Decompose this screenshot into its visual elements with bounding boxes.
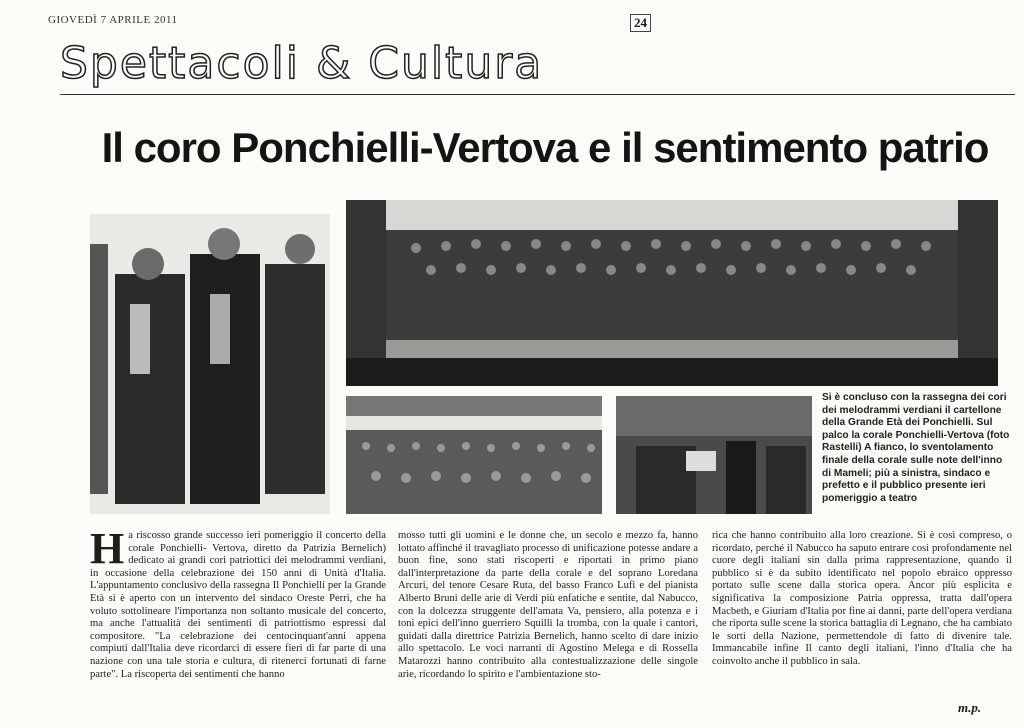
article-column-1	[90, 524, 386, 681]
page-number: 24	[630, 14, 651, 32]
section-title: Spettacoli & Cultura	[60, 38, 544, 89]
article-headline: Il coro Ponchielli-Vertova e il sentimento patrio	[101, 124, 989, 171]
photo-caption: Si è concluso con la rassegna dei cori dei melodrammi verdiani il cartellone della Grande Età dei Ponchielli. Sul palco la corale Ponchielli-Vertova (foto Rastelli) A fianco, lo sventolamento finale della corale sulle note dell'inno di Mameli; più a sinistra, sindaco e prefetto e il pubblico presente ieri pomeriggio a teatro	[822, 392, 1010, 504]
column-1-text: a riscosso grande successo ieri pomeriggio il concerto della corale Ponchielli- Vertova, diretto da Patrizia Bernelich) dedicato ai grandi cori patriottici dei melodrammi verdiani, in occasione della celebrazione dei 150 anni di Unità d'Italia. L'appuntamento conclusivo della rassegna Il Ponchielli per la Grande Età si è aperto con un intervento del sindaco Oreste Perri, che ha voluto sottolineare l'importanza non soltanto musicale del concerto, ma anche l'attualità dei sentimenti di patriottismo espressi dal compositore. "La celebrazione dei centocinquant'anni appena compiuti dall'Italia deve ricordarci di essere fieri di far parte di una nazione con una tale storia e cultura, di ritenerci fortunati di farne parte". La riscoperta dei sentimenti che hanno	[90, 530, 386, 680]
photo-choir-stage	[346, 200, 998, 386]
photo-officials	[90, 214, 330, 514]
article-column-3: rica che hanno contribuito alla loro creazione. Si è così compreso, o ricordato, perché il Nabucco ha saputo entrare così profondamente nel cuore degli italiani sin dalla prima rappresentazione, quando il pubblico si è da subito identificato nel popolo ebraico oppresso portato sulle scene dalla storica opera. Ancor più esplicita e significativa la composizione Patria oppressa, tratta dall'opera Macbeth, e Giuriam d'Italia por fine ai danni, parte dell'opera verdiana che riporta sulle scene la storica battaglia di Legnano, che ha cambiato le sorti della Nazione, permettendole di fatto di divenire tale. Immancabile infine Il canto degli italiani, l'inno d'Italia che ha coinvolto anche il pubblico in sala.	[712, 530, 1012, 667]
photo-audience	[346, 396, 602, 514]
drop-cap: H	[90, 524, 125, 573]
article-column-2: mosso tutti gli uomini e le donne che, un secolo e mezzo fa, hanno lottato affinché il travagliato processo di unificazione potesse andare a buon fine, sono stati riscoperti e riportati in primo piano dall'interpretazione da parte della corale e del soprano Loredana Arcuri, del tenore Cesare Ruta, del basso Franco Lufi e del pianista Alberto Bruni delle arie di Verdi più enfatiche e sentite, dal Nabucco, con la dolcezza struggente dell'amata Va, pensiero, alla potenza e i toni epici dell'inno guerriero Squilli la tromba, con la quale i cantori, guidati dalla direttrice Patrizia Bernelich, hanno scelto di dare inizio allo spettacolo. Le voci narranti di Agostino Melega e di Rossella Matarozzi hanno contribuito alla contestualizzazione delle singole arie, ricordando lo spirito e l'ambientazione sto-	[398, 530, 698, 680]
photo-finale	[616, 396, 812, 514]
issue-date: GIOVEDÌ 7 APRILE 2011	[48, 14, 178, 26]
author-signature: m.p.	[958, 700, 982, 715]
section-rule	[60, 94, 1015, 95]
